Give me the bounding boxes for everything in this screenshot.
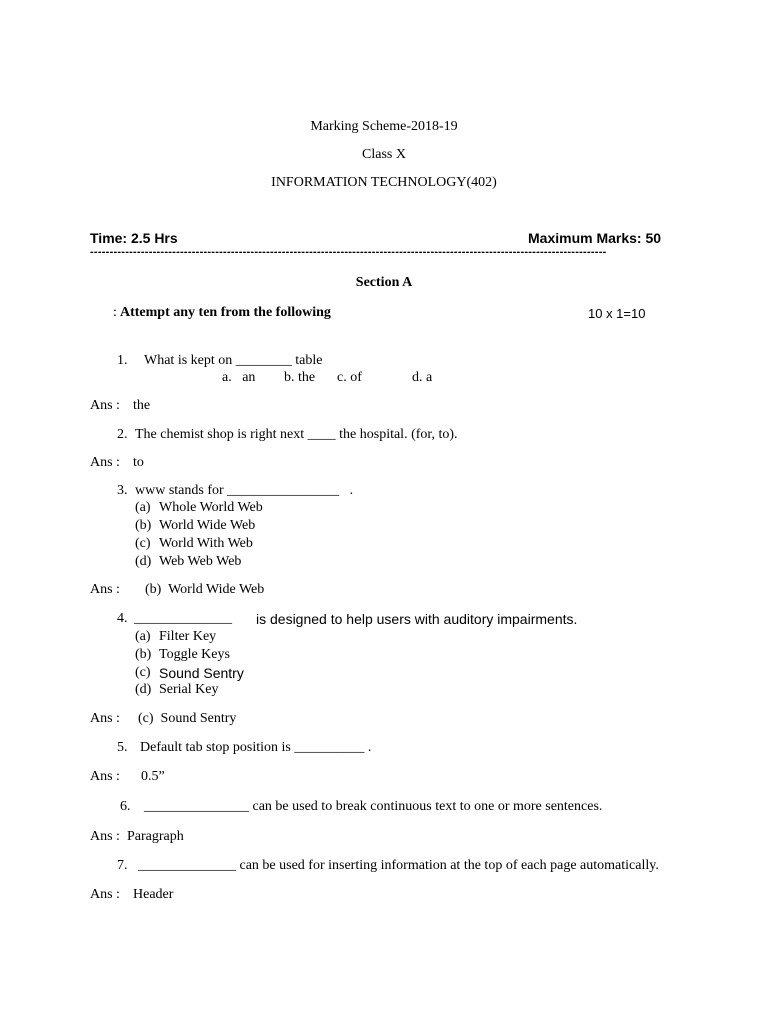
- q1-option-d: d. a: [412, 370, 433, 385]
- instruction-prefix: :: [113, 305, 117, 320]
- q4-option-a: Filter Key: [159, 629, 217, 644]
- q5-text: Default tab stop position is __________ .: [140, 740, 372, 755]
- subject-title: INFORMATION TECHNOLOGY(402): [271, 175, 497, 190]
- q4-option-d: Serial Key: [159, 682, 219, 697]
- q1-option-a: a. an: [222, 370, 256, 385]
- q4-option-b-label: (b): [135, 647, 152, 662]
- q4-option-c-label: (c): [135, 665, 151, 680]
- q2-text: The chemist shop is right next ____ the hospital. (for, to).: [135, 427, 458, 442]
- q3-answer-label: Ans :: [90, 582, 120, 597]
- max-marks-label: Maximum Marks: 50: [528, 230, 662, 246]
- q3-option-b-label: (b): [135, 518, 152, 533]
- section-title: Section A: [355, 275, 413, 290]
- document-title: Marking Scheme-2018-19: [310, 119, 458, 134]
- q2-answer: to: [133, 455, 144, 470]
- q4-text: is designed to help users with auditory impairments.: [256, 611, 578, 627]
- q4-answer-label: Ans :: [90, 711, 120, 726]
- q3-option-c: World With Web: [159, 536, 253, 551]
- q6-text: _______________ can be used to break continuous text to one or more sentences.: [144, 799, 603, 814]
- q5-number: 5.: [117, 740, 128, 755]
- q6-answer: Paragraph: [127, 829, 184, 844]
- q4-option-c: Sound Sentry: [159, 665, 244, 681]
- q3-number: 3.: [117, 483, 128, 498]
- q2-answer-label: Ans :: [90, 455, 120, 470]
- q3-option-b: World Wide Web: [159, 518, 256, 533]
- q1-option-c: c. of: [337, 370, 362, 385]
- q4-option-a-label: (a): [135, 629, 151, 644]
- q3-option-d: Web Web Web: [159, 554, 242, 569]
- q6-number: 6.: [120, 799, 131, 814]
- q1-answer-label: Ans :: [90, 398, 120, 413]
- q4-option-d-label: (d): [135, 682, 152, 697]
- q3-option-d-label: (d): [135, 554, 152, 569]
- q1-option-b: b. the: [284, 370, 316, 385]
- q1-text: What is kept on ________ table: [144, 353, 323, 368]
- q3-option-a: Whole World Web: [159, 500, 263, 515]
- q3-option-a-label: (a): [135, 500, 151, 515]
- q1-answer: the: [133, 398, 151, 413]
- dashed-rule: ------------------------------------------------------------------------------------------------------------------------------------: [90, 246, 607, 258]
- q4-blank: ______________: [134, 611, 232, 626]
- instruction-text: Attempt any ten from the following: [120, 305, 331, 320]
- q3-answer: (b) World Wide Web: [145, 582, 265, 597]
- q7-number: 7.: [117, 858, 128, 873]
- q1-number: 1.: [117, 353, 128, 368]
- q7-text: ______________ can be used for inserting information at the top of each page automatically.: [138, 858, 659, 873]
- q7-answer-label: Ans :: [90, 887, 120, 902]
- q4-number: 4.: [117, 611, 128, 626]
- q7-answer: Header: [133, 887, 174, 902]
- time-label: Time: 2.5 Hrs: [90, 230, 178, 246]
- q3-option-c-label: (c): [135, 536, 151, 551]
- q4-option-b: Toggle Keys: [159, 647, 230, 662]
- q2-number: 2.: [117, 427, 128, 442]
- q4-answer: (c) Sound Sentry: [138, 711, 237, 726]
- class-label: Class X: [362, 147, 406, 162]
- q5-answer: 0.5”: [141, 769, 165, 784]
- section-marks: 10 x 1=10: [588, 306, 646, 321]
- q6-answer-label: Ans :: [90, 829, 120, 844]
- q3-text: www stands for ________________ .: [135, 483, 354, 498]
- q5-answer-label: Ans :: [90, 769, 120, 784]
